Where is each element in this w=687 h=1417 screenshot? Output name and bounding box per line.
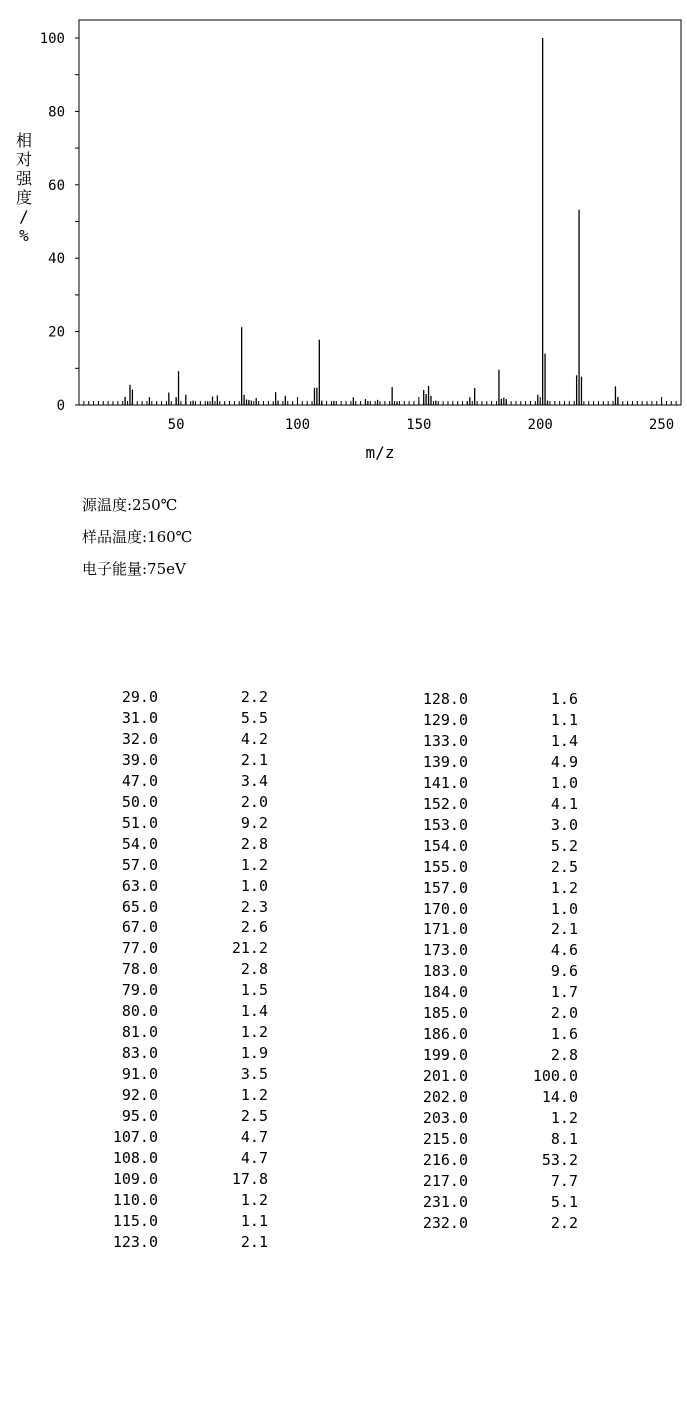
table-intensity-value: 2.2 bbox=[550, 1213, 578, 1232]
table-intensity-value: 1.6 bbox=[550, 690, 578, 708]
table-mz-value: 31.0 bbox=[121, 708, 158, 727]
y-tick-label: 0 bbox=[56, 398, 65, 414]
table-intensity-value: 1.9 bbox=[240, 1044, 268, 1063]
table-mz-value: 153.0 bbox=[422, 815, 468, 834]
table-intensity-value: 9.2 bbox=[240, 813, 268, 832]
table-intensity-value: 2.1 bbox=[240, 1232, 268, 1251]
table-mz-value: 133.0 bbox=[422, 731, 468, 750]
table-intensity-value: 17.8 bbox=[231, 1169, 268, 1188]
table-mz-value: 83.0 bbox=[121, 1044, 158, 1063]
table-intensity-value: 2.1 bbox=[240, 750, 268, 769]
table-intensity-value: 4.7 bbox=[240, 1148, 268, 1167]
table-mz-value: 217.0 bbox=[422, 1171, 468, 1190]
table-intensity-value: 1.7 bbox=[550, 983, 578, 1002]
y-tick-label: 80 bbox=[48, 104, 65, 121]
table-intensity-value: 14.0 bbox=[541, 1088, 578, 1107]
table-intensity-value: 1.2 bbox=[550, 878, 578, 897]
table-mz-value: 185.0 bbox=[422, 1004, 468, 1023]
plot-frame bbox=[79, 20, 681, 405]
table-mz-value: 231.0 bbox=[422, 1192, 468, 1211]
table-mz-value: 108.0 bbox=[112, 1148, 158, 1167]
table-mz-value: 65.0 bbox=[121, 897, 158, 916]
table-intensity-value: 7.7 bbox=[550, 1171, 578, 1190]
table-mz-value: 54.0 bbox=[121, 834, 158, 853]
source-temperature: 源温度:250℃ bbox=[82, 496, 178, 514]
table-mz-value: 95.0 bbox=[121, 1107, 158, 1125]
table-intensity-value: 2.3 bbox=[240, 897, 268, 916]
table-intensity-value: 1.2 bbox=[240, 1190, 268, 1209]
table-mz-value: 115.0 bbox=[112, 1211, 158, 1230]
table-mz-value: 29.0 bbox=[121, 688, 158, 706]
table-intensity-value: 2.2 bbox=[240, 688, 268, 706]
table-intensity-value: 1.5 bbox=[240, 981, 268, 1000]
table-mz-value: 80.0 bbox=[121, 1002, 158, 1021]
table-intensity-value: 1.2 bbox=[240, 855, 268, 874]
y-tick-label: 60 bbox=[48, 177, 65, 194]
table-intensity-value: 2.5 bbox=[240, 1107, 268, 1125]
minor-ticks bbox=[84, 401, 676, 405]
table-mz-value: 110.0 bbox=[112, 1190, 158, 1209]
table-mz-value: 63.0 bbox=[121, 876, 158, 895]
table-mz-value: 203.0 bbox=[422, 1109, 468, 1127]
y-label-char: 度 bbox=[15, 188, 33, 207]
table-mz-value: 39.0 bbox=[121, 750, 158, 769]
x-axis-label: m/z bbox=[365, 443, 395, 462]
table-mz-value: 91.0 bbox=[121, 1065, 158, 1084]
table-intensity-value: 1.1 bbox=[240, 1211, 268, 1230]
table-mz-value: 129.0 bbox=[422, 710, 468, 729]
table-intensity-value: 1.0 bbox=[240, 876, 268, 895]
y-label-char: 相 bbox=[15, 131, 33, 150]
table-mz-value: 216.0 bbox=[422, 1150, 468, 1169]
table-intensity-value: 1.2 bbox=[240, 1023, 268, 1042]
spectrum-peaks bbox=[125, 38, 618, 405]
table-mz-value: 155.0 bbox=[422, 857, 468, 876]
table-intensity-value: 2.1 bbox=[550, 920, 578, 939]
x-tick-label: 150 bbox=[406, 417, 432, 433]
table-mz-value: 171.0 bbox=[422, 920, 468, 939]
table-intensity-value: 1.0 bbox=[550, 899, 578, 918]
mass-spectrum-chart bbox=[0, 0, 687, 470]
table-intensity-value: 3.4 bbox=[240, 771, 268, 790]
table-intensity-value: 21.2 bbox=[231, 939, 268, 958]
y-tick-label: 100 bbox=[39, 31, 65, 47]
table-mz-value: 123.0 bbox=[112, 1232, 158, 1251]
table-mz-value: 81.0 bbox=[121, 1023, 158, 1042]
table-intensity-value: 5.2 bbox=[550, 836, 578, 855]
table-intensity-value: 5.5 bbox=[240, 708, 268, 727]
y-axis-label bbox=[16, 131, 33, 245]
table-mz-value: 77.0 bbox=[121, 939, 158, 958]
table-intensity-value: 3.5 bbox=[240, 1065, 268, 1084]
table-mz-value: 152.0 bbox=[422, 794, 468, 813]
table-mz-value: 79.0 bbox=[121, 981, 158, 1000]
y-label-char: / bbox=[19, 207, 29, 226]
table-mz-value: 139.0 bbox=[422, 752, 468, 771]
table-mz-value: 32.0 bbox=[121, 729, 158, 748]
table-mz-value: 51.0 bbox=[121, 813, 158, 832]
table-intensity-value: 8.1 bbox=[550, 1129, 578, 1148]
table-mz-value: 232.0 bbox=[422, 1213, 468, 1232]
table-mz-value: 47.0 bbox=[121, 771, 158, 790]
y-label-char: % bbox=[19, 226, 29, 245]
table-intensity-value: 2.8 bbox=[550, 1046, 578, 1065]
table-mz-value: 67.0 bbox=[121, 918, 158, 937]
table-mz-value: 215.0 bbox=[422, 1129, 468, 1148]
sample-temperature: 样品温度:160℃ bbox=[82, 528, 193, 546]
table-intensity-value: 2.0 bbox=[550, 1004, 578, 1023]
table-mz-value: 57.0 bbox=[121, 855, 158, 874]
table-mz-value: 173.0 bbox=[422, 941, 468, 960]
table-intensity-value: 4.6 bbox=[550, 941, 578, 960]
table-intensity-value: 2.8 bbox=[240, 960, 268, 979]
table-mz-value: 184.0 bbox=[422, 983, 468, 1002]
table-intensity-value: 2.6 bbox=[240, 918, 268, 937]
table-intensity-value: 2.5 bbox=[550, 857, 578, 876]
table-intensity-value: 1.6 bbox=[550, 1025, 578, 1044]
table-intensity-value: 4.7 bbox=[240, 1127, 268, 1146]
y-label-char: 强 bbox=[15, 169, 33, 188]
y-tick-label: 20 bbox=[48, 324, 65, 341]
table-mz-value: 107.0 bbox=[112, 1127, 158, 1146]
table-intensity-value: 2.8 bbox=[240, 834, 268, 853]
table-intensity-value: 4.2 bbox=[240, 729, 268, 748]
x-tick-label: 200 bbox=[527, 417, 553, 433]
table-mz-value: 141.0 bbox=[422, 773, 468, 792]
table-intensity-value: 1.4 bbox=[240, 1002, 268, 1021]
table-intensity-value: 1.1 bbox=[550, 710, 578, 729]
y-tick-label: 40 bbox=[48, 251, 65, 268]
table-intensity-value: 53.2 bbox=[541, 1150, 578, 1169]
table-intensity-value: 2.0 bbox=[240, 792, 268, 811]
electron-energy: 电子能量:75eV bbox=[82, 560, 186, 578]
table-intensity-value: 1.0 bbox=[550, 773, 578, 792]
table-mz-value: 199.0 bbox=[422, 1046, 468, 1065]
table-intensity-value: 9.6 bbox=[550, 962, 578, 981]
table-intensity-value: 4.1 bbox=[550, 794, 578, 813]
table-mz-value: 50.0 bbox=[121, 792, 158, 811]
x-tick-label: 100 bbox=[284, 417, 311, 433]
table-mz-value: 186.0 bbox=[422, 1025, 468, 1044]
y-axis-ticks bbox=[40, 31, 79, 414]
x-tick-label: 50 bbox=[167, 417, 185, 433]
table-intensity-value: 1.4 bbox=[550, 731, 578, 750]
table-mz-value: 109.0 bbox=[112, 1169, 158, 1188]
table-mz-value: 78.0 bbox=[121, 960, 158, 979]
table-mz-value: 92.0 bbox=[121, 1086, 158, 1105]
table-intensity-value: 5.1 bbox=[550, 1192, 578, 1211]
table-intensity-value: 3.0 bbox=[550, 815, 578, 834]
x-tick-label: 250 bbox=[648, 417, 675, 433]
table-mz-value: 128.0 bbox=[422, 690, 468, 708]
table-mz-value: 202.0 bbox=[422, 1088, 468, 1107]
table-mz-value: 201.0 bbox=[422, 1067, 468, 1086]
table-mz-value: 183.0 bbox=[422, 962, 468, 981]
table-intensity-value: 1.2 bbox=[240, 1086, 268, 1105]
table-mz-value: 154.0 bbox=[422, 836, 468, 855]
y-label-char: 对 bbox=[15, 150, 33, 169]
table-mz-value: 157.0 bbox=[422, 878, 468, 897]
table-intensity-value: 4.9 bbox=[550, 752, 578, 771]
table-intensity-value: 100.0 bbox=[532, 1067, 578, 1086]
table-mz-value: 170.0 bbox=[422, 899, 468, 918]
table-intensity-value: 1.2 bbox=[550, 1109, 578, 1127]
